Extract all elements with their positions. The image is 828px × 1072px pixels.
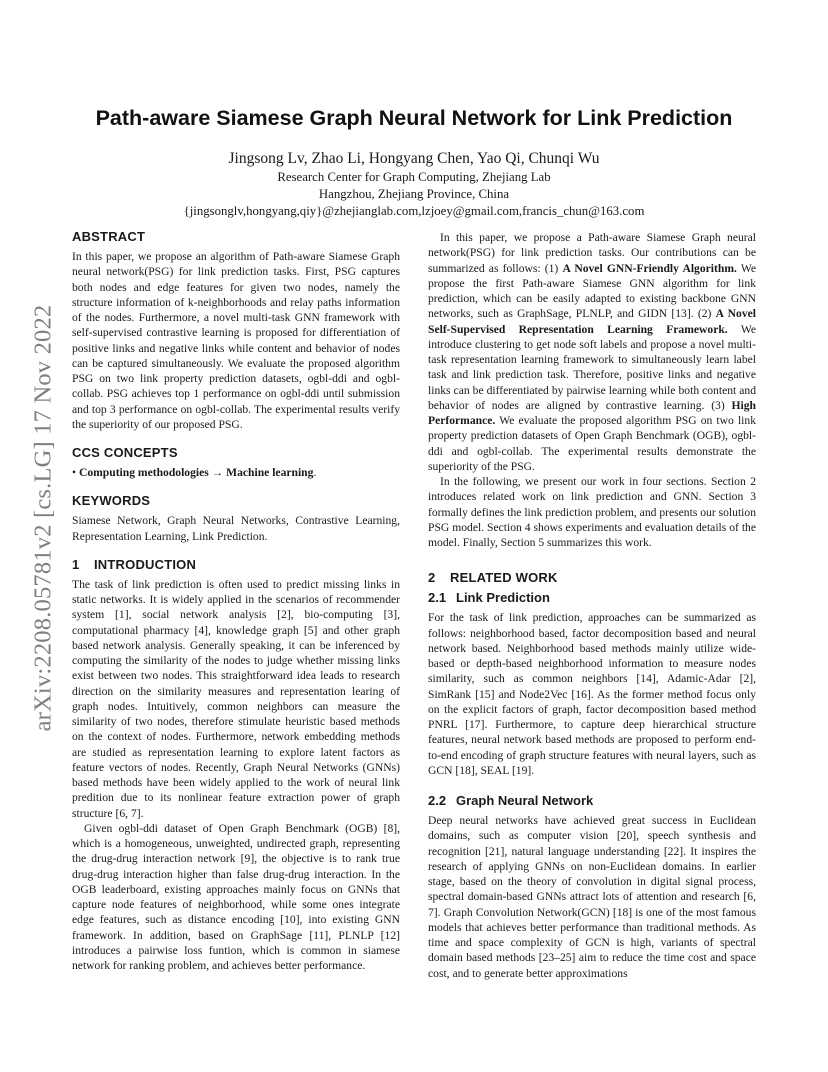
ccs-end: . [313,466,317,479]
intro-paragraph-3 [428,230,756,474]
arxiv-side-stamp [26,278,60,758]
link-prediction-text: For the task of link prediction, approaches can be summarized as follows: neighborhood based, factor decomposition based and neural network based. Neighborhood based methods mainly utilize wide-based or depth-based neighborhood information to measure nodes similarity, such as common neighbors [14], Adamic-Adar [2], SimRank [15] and Node2Vec [16]. As the former method focus only on the explicit factors of graph, factor decomposition based method PNRL [17]. Furthermore, to capture deep hierarchical structure features, neural network based methods are proposed to perform end-to-end encoding of graph structure features with neural layers, such as GCN [18], SEAL [19]. [428,611,756,777]
contrib-2-title: A Novel Self-Supervised Representation Learning Framework. [428,307,756,336]
intro-paragraph-2: Given ogbl-ddi dataset of Open Graph Benchmark (OGB) [8], which is a homogeneous, unweighted, undirected graph, representing the drug-drug interaction network [9], the objective is to rank true drug-drug interaction higher than false drug-drug interaction. In the OGB leaderboard, existing approaches mainly focus on GNNs that capture node features of neighborhood, while some ones integrate edge features, such as distance encoding [10], into existing GNN framework. In addition, based on GraphSage [11], PLNLP [12] introduces a pairwise loss funtion, which is common in siamese network for ranking problem, and achieves better performance. [72,821,400,972]
intro-paragraph-4: In the following, we present our work in four sections. Section 2 introduces related work on link prediction and GNN. Section 3 formally defines the link prediction problem, and presents our solution PSG model. Section 4 shows experiments and evaluation details of the model. Finally, Section 5 summarizes this work. [428,475,756,549]
ccs-bullet: • [72,466,77,479]
left-column [72,229,400,973]
sub1-title: Link Prediction [456,590,550,606]
related-work-heading [428,570,756,586]
gnn-heading [428,793,756,809]
sub2-title: Graph Neural Network [456,793,594,808]
author-emails: {jingsonglv,hongyang,qiy}@zhejianglab.com,lzjoey@gmail.com,francis_chun@163.com [183,204,645,218]
sub2-number: 2.2 [428,793,447,808]
abstract-text: In this paper, we propose an algorithm of Path-aware Siamese Graph neural network(PSG) for link prediction tasks. First, PSG captures both nodes and edge features for given two nodes, namely the structure information of k-neighborhoods and relay paths information of the nodes. Furthermore, a novel multi-task GNN framework with self-supervised contrastive learning is proposed for differentiation of positive links and negative links while content and behavior of nodes can be captured simultaneously. We evaluate the proposed algorithm PSG on two link property prediction datasets, ogbl-ddi and ogbl-collab. PSG achieves top 1 performance on ogbl-ddi until submission and top 3 performance on ogbl-collab. The experimental results verify the superiority of our proposed PSG. [72,250,400,431]
keywords-text: Siamese Network, Graph Neural Networks, Contrastive Learning, Representation Learning, Link Prediction. [72,514,400,543]
contrib-3-title: High Performance. [428,398,756,427]
intro-heading [72,557,400,573]
contrib-3-text: We evaluate the proposed algorithm PSG on two link property prediction datasets of Open Graph Benchmark (OGB), ogbl-ddi and ogbl-collab. The experimental results demonstrate the superiority of the PSG. [428,414,756,473]
intro-number: 1 [72,556,80,572]
ccs-concept: Computing methodologies → Machine learning [78,466,314,479]
contrib-lead: In this paper, we propose a Path-aware Siamese Graph neural network(PSG) for link prediction tasks. Our contributions can be summarized as follows: (1) [428,231,756,275]
right-column [428,230,756,981]
ccs-concepts [72,465,400,480]
author-affiliation: Research Center for Graph Computing, Zhejiang Lab [277,170,551,184]
contrib-1-title: A Novel GNN-Friendly Algorithm. [562,261,737,275]
author-block [74,150,754,220]
author-names: Jingsong Lv, Zhao Li, Hongyang Chen, Yao Qi, Chunqi Wu [228,150,600,167]
gnn-text: Deep neural networks have achieved great success in Euclidean domains, such as computer vision [20], speech synthesis and recognition [21], natural language understanding [22]. It inspires the research of applying GNNs on non-Euclidean domains. In earlier stage, based on the theory of convolution in digital signal process, spectral domain-based GNNs attract lots of attention and research [6, 7]. Graph Convolution Network(GCN) [18] is one of the most famous models that achieves better performance than traditional methods. As time and space complexity of GCN is high, variants of spectral domain based methods [23–25] aim to reduce the time cost and space cost, and to generate better approximations [428,814,756,980]
contrib-2-text: We introduce clustering to get node soft labels and propose a novel multi-task representation learning framework to simultaneously learn label task and link prediction task. Therefore, positive links and negative links can be differentiated by pairwise learning while both content and behavior of nodes are aligned by contrastive learning. (3) [428,322,756,412]
link-prediction-heading [428,590,756,606]
sub1-number: 2.1 [428,590,447,606]
related-number: 2 [428,570,436,586]
author-location: Hangzhou, Zhejiang Province, China [318,187,510,201]
keywords-heading: KEYWORDS [72,493,151,509]
intro-title: INTRODUCTION [94,556,197,572]
intro-paragraph-1: The task of link prediction is often used to predict missing links in static networks. It is widely applied in the scenarios of recommender system [1], social network analysis [2], bio-computing [3], computational pharmacy [4], knowledge graph [5] and other graph based network analysis. Generally speaking, it can be inferenced by computing the similarity of the nodes to judge whether missing links exist between two nodes. This straightforward idea leads to research direction on the similarity measures and representation learing of graph nodes. Intuitively, common neighbors can measure the similarity of two nodes, therefore stimulate heuristic based methods on the context of nodes. Furthermore, network embedding methods are studied as representation learning to explore latent factors as feature vectors of nodes. Recently, Graph Neural Networks (GNNs) based methods have been widely applied to the work of neural link predition due to its nonlinear feature extraction power of graph structure [6, 7]. [72,577,400,820]
ccs-heading: CCS CONCEPTS [72,445,178,460]
abstract-heading: ABSTRACT [72,229,146,244]
contrib-1-text: We propose the first Path-aware Siamese GNN algorithm for link prediction, which can be easily adapted to existing backbone GNN networks, such as GraphSage, PLNLP, and GIDN [13]. (2) [428,261,756,321]
paper-title: Path-aware Siamese Graph Neural Network for Link Prediction [95,106,733,130]
related-title: RELATED WORK [450,570,558,586]
arxiv-identifier: arXiv:2208.05781v2 [cs.LG] 17 Nov 2022 [29,304,56,732]
